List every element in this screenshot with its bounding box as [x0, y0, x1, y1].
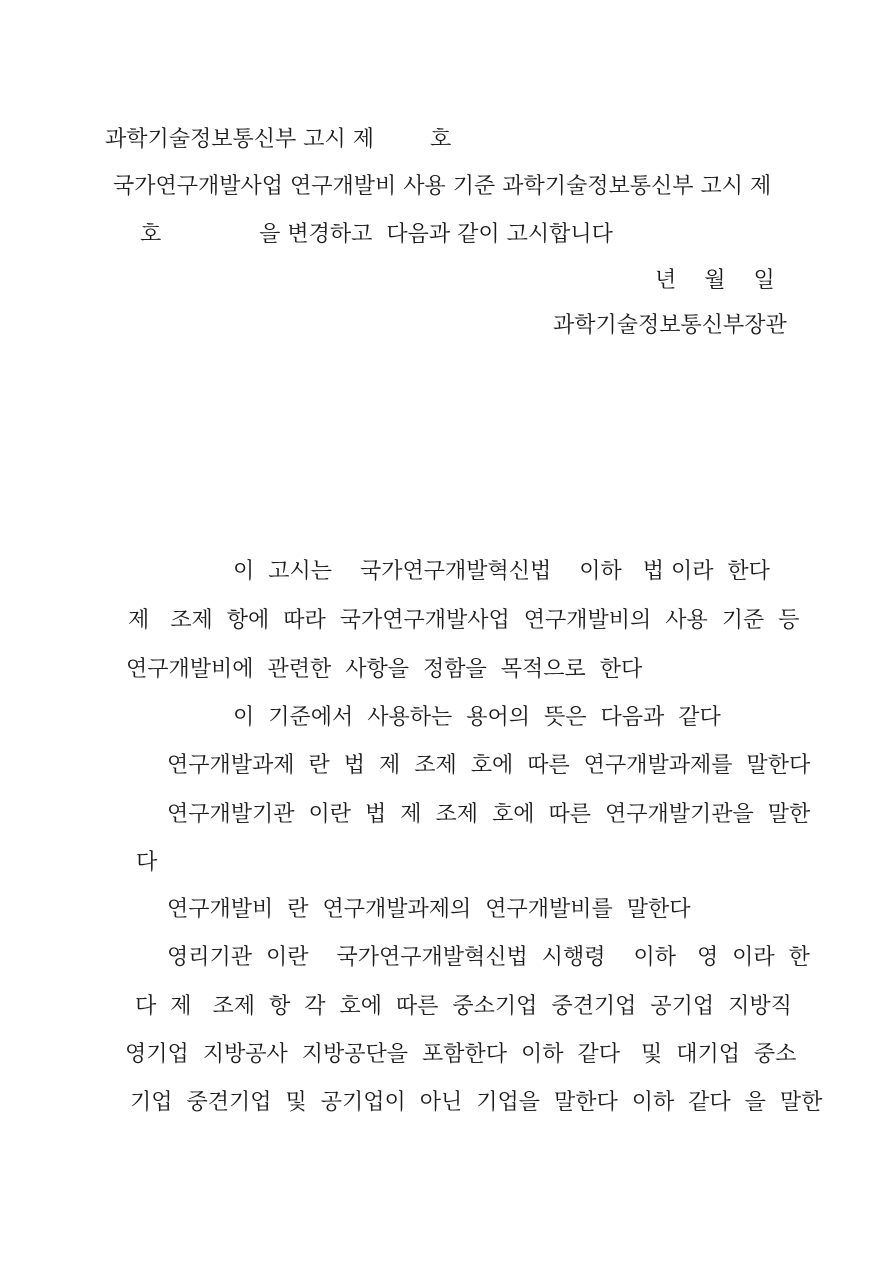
minister-signature-line: 과학기술정보통신부장관 — [553, 313, 787, 338]
purpose-clause-line-2: 제 조제 항에 따라 국가연구개발사업 연구개발비의 사용 기준 등 — [128, 608, 800, 633]
purpose-clause-line-3: 연구개발비에 관련한 사항을 정함을 목적으로 한다 — [126, 657, 643, 682]
definition-rnd-institution-line-2: 다 — [136, 850, 158, 875]
gosi-title-line: 국가연구개발사업 연구개발비 사용 기준 과학기술정보통신부 고시 제 — [113, 174, 772, 199]
definitions-intro-line: 이 기준에서 사용하는 용어의 뜻은 다음과 같다 — [233, 705, 721, 730]
gosi-announce-line: 호 을 변경하고 다음과 같이 고시합니다 — [140, 222, 613, 247]
definition-profit-org-line-3: 영기업 지방공사 지방공단을 포함한다 이하 같다 및 대기업 중소 — [125, 1042, 797, 1067]
gosi-number-line: 과학기술정보통신부 고시 제 호 — [105, 127, 452, 152]
definition-profit-org-line-1: 영리기관 이란 국가연구개발혁신법 시행령 이하 영 이라 한 — [167, 945, 810, 970]
date-line: 년 월 일 — [655, 268, 775, 293]
purpose-clause-line-1: 이 고시는 국가연구개발혁신법 이하 법 이라 한다 — [233, 559, 770, 584]
definition-rnd-institution-line-1: 연구개발기관 이란 법 제 조제 호에 따른 연구개발기관을 말한 — [167, 802, 811, 827]
definition-profit-org-line-4: 기업 중견기업 및 공기업이 아닌 기업을 말한다 이하 같다 을 말한 — [130, 1090, 823, 1115]
definition-rnd-expense-line: 연구개발비 란 연구개발과제의 연구개발비를 말한다 — [167, 897, 691, 922]
definition-profit-org-line-2: 다 제 조제 항 각 호에 따른 중소기업 중견기업 공기업 지방직 — [135, 994, 792, 1019]
definition-rnd-project-line: 연구개발과제 란 법 제 조제 호에 따른 연구개발과제를 말한다 — [167, 753, 811, 778]
